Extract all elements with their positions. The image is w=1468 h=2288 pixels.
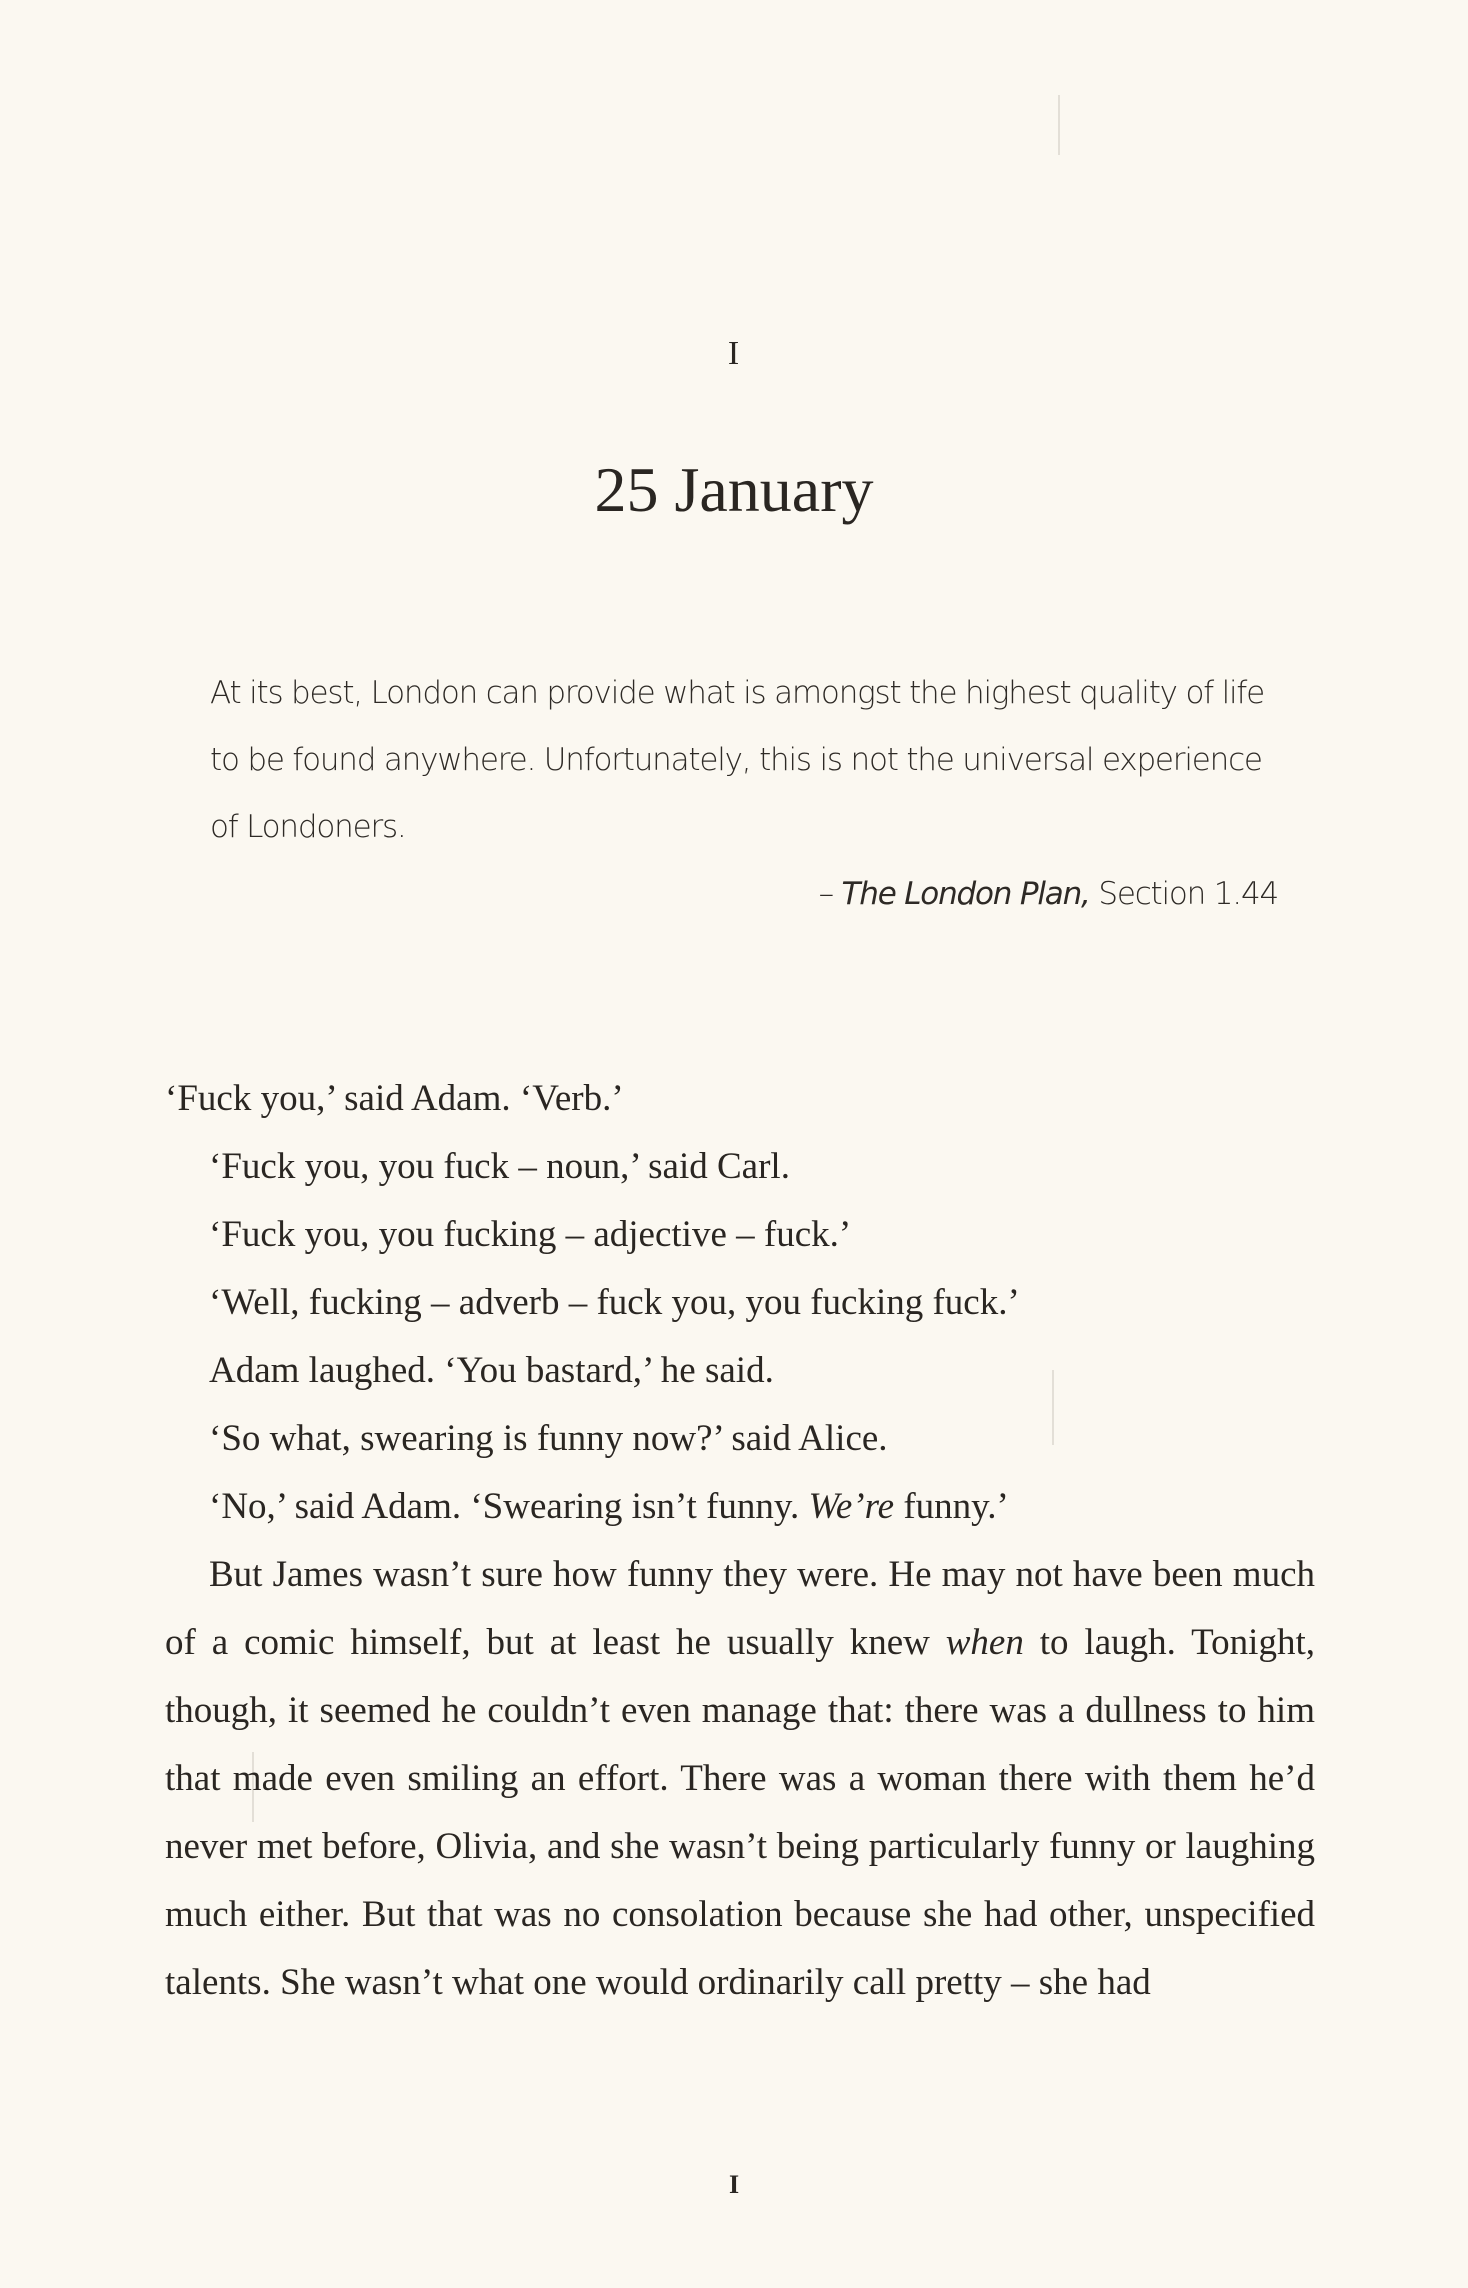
text-run: But James wasn’t sure how funny they were. He may not have been much of a comic himself, but at least he usually knew [165, 1554, 1315, 1663]
paragraph: ‘So what, swearing is funny now?’ said Alice. [209, 1418, 888, 1459]
attribution-section: Section 1.44 [1089, 876, 1278, 912]
paragraph [165, 1541, 1315, 2017]
body-text [165, 1065, 1315, 2017]
paragraph: Adam laughed. ‘You bastard,’ he said. [209, 1350, 774, 1391]
paragraph: ‘Well, fucking – adverb – fuck you, you fucking fuck.’ [209, 1282, 1020, 1323]
attribution-dash: – [818, 876, 842, 912]
epigraph-quote: At its best, London can provide what is amongst the highest quality of life to be found anywhere. Unfortunately, this is not the universal experience of Londoners. [210, 675, 1265, 845]
text-run: funny.’ [894, 1486, 1009, 1527]
page-number: I [728, 2170, 740, 2199]
emphasis: We’re [808, 1486, 895, 1527]
text-run: to laugh. Tonight, though, it seemed he couldn’t even manage that: there was a dullness to him that made even smiling an effort. There was a woman there with them he’d never met before, Olivia, and she wasn’t being particularly funny or laughing much either. But that was no consolation because she had other, unspecified talents. She wasn’t what one would ordinarily call pretty – she had [165, 1622, 1315, 2003]
text-run: ‘No,’ said Adam. ‘Swearing isn’t funny. [209, 1486, 809, 1527]
paragraph [165, 1473, 1315, 1541]
paragraph: ‘Fuck you,’ said Adam. ‘Verb.’ [165, 1078, 624, 1119]
emphasis: when [945, 1622, 1024, 1663]
bleed-through-mark [1058, 95, 1060, 155]
epigraph [210, 660, 1280, 928]
chapter-title: 25 January [594, 454, 874, 525]
chapter-number: I [727, 335, 741, 372]
attribution-work-title: The London Plan, [841, 876, 1090, 912]
epigraph-attribution [210, 861, 1280, 928]
paragraph: ‘Fuck you, you fuck – noun,’ said Carl. [209, 1146, 790, 1187]
paragraph: ‘Fuck you, you fucking – adjective – fuck.’ [209, 1214, 852, 1255]
